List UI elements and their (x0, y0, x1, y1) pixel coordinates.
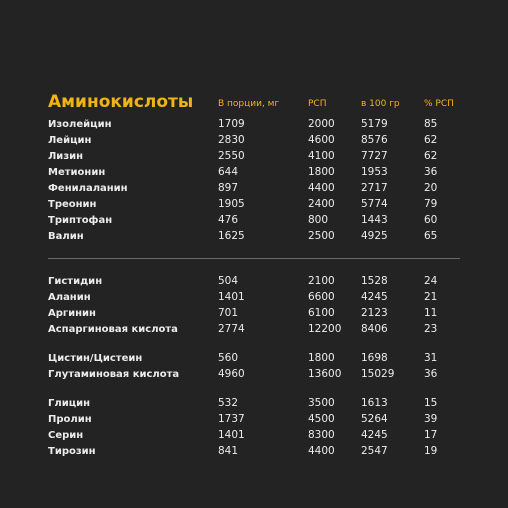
per-serving-mg: 1709 (218, 118, 245, 130)
table-row (48, 150, 460, 166)
rsp-percent: 36 (424, 166, 438, 178)
per-100g-value: 7727 (361, 150, 388, 162)
amino-acid-name: Треонин (48, 199, 97, 210)
amino-acid-name: Лейцин (48, 135, 92, 146)
amino-acid-name: Гистидин (48, 276, 103, 287)
table-row (48, 182, 460, 198)
per-serving-mg: 1737 (218, 413, 245, 425)
table-row (48, 166, 460, 182)
per-100g-value: 5179 (361, 118, 388, 130)
per-100g-value: 1613 (361, 397, 388, 409)
amino-acid-name: Триптофан (48, 215, 113, 226)
column-header-per-100g: в 100 гр (361, 99, 400, 109)
amino-acid-name: Цистин/Цистеин (48, 353, 143, 364)
table-row (48, 134, 460, 150)
amino-acid-name: Пролин (48, 414, 92, 425)
amino-acid-name: Серин (48, 430, 84, 441)
amino-acid-name: Лизин (48, 151, 84, 162)
amino-acid-name: Аргинин (48, 308, 96, 319)
rsp-percent: 24 (424, 275, 438, 287)
amino-acid-name: Тирозин (48, 446, 96, 457)
amino-acid-name: Глутаминовая кислота (48, 369, 180, 380)
rsp-value: 6600 (308, 291, 335, 303)
rsp-value: 2400 (308, 198, 335, 210)
table-row (48, 307, 460, 323)
per-100g-value: 4245 (361, 429, 388, 441)
rsp-percent: 19 (424, 445, 438, 457)
rsp-percent: 60 (424, 214, 438, 226)
rsp-percent: 79 (424, 198, 438, 210)
rsp-value: 2100 (308, 275, 335, 287)
per-100g-value: 1953 (361, 166, 388, 178)
amino-acid-name: Валин (48, 231, 84, 242)
table-row (48, 214, 460, 230)
per-serving-mg: 1905 (218, 198, 245, 210)
rsp-value: 1800 (308, 352, 335, 364)
column-header-rsp-percent: % РСП (424, 99, 454, 109)
per-100g-value: 15029 (361, 368, 395, 380)
table-row (48, 368, 460, 397)
rsp-percent: 21 (424, 291, 438, 303)
rsp-value: 4400 (308, 445, 335, 457)
column-header-per-serving: В порции, мг (218, 99, 280, 109)
rsp-percent: 62 (424, 150, 438, 162)
column-header-rsp: РСП (308, 99, 327, 109)
per-serving-mg: 504 (218, 275, 239, 287)
rsp-value: 8300 (308, 429, 335, 441)
per-serving-mg: 1401 (218, 291, 245, 303)
per-100g-value: 8406 (361, 323, 388, 335)
table-header (48, 78, 460, 112)
amino-acid-name: Метионин (48, 167, 106, 178)
rsp-value: 4100 (308, 150, 335, 162)
per-100g-value: 2547 (361, 445, 388, 457)
rsp-value: 12200 (308, 323, 342, 335)
other-amino-acids-group (48, 275, 460, 461)
per-100g-value: 8576 (361, 134, 388, 146)
table-row (48, 198, 460, 214)
rsp-percent: 62 (424, 134, 438, 146)
rsp-value: 2000 (308, 118, 335, 130)
rsp-value: 2500 (308, 230, 335, 242)
per-100g-value: 4245 (361, 291, 388, 303)
amino-acids-table (48, 78, 460, 461)
per-100g-value: 5264 (361, 413, 388, 425)
per-100g-value: 1528 (361, 275, 388, 287)
table-row (48, 291, 460, 307)
rsp-value: 1800 (308, 166, 335, 178)
per-serving-mg: 1625 (218, 230, 245, 242)
per-100g-value: 1443 (361, 214, 388, 226)
amino-acid-name: Изолейцин (48, 119, 112, 130)
rsp-percent: 36 (424, 368, 438, 380)
table-row (48, 230, 460, 246)
rsp-value: 3500 (308, 397, 335, 409)
table-row (48, 413, 460, 429)
rsp-value: 4500 (308, 413, 335, 425)
table-row (48, 445, 460, 461)
table-row (48, 429, 460, 445)
rsp-percent: 15 (424, 397, 438, 409)
rsp-value: 4600 (308, 134, 335, 146)
rsp-percent: 23 (424, 323, 438, 335)
per-serving-mg: 2774 (218, 323, 245, 335)
amino-acid-name: Фенилаланин (48, 183, 128, 194)
rsp-percent: 11 (424, 307, 438, 319)
rsp-percent: 17 (424, 429, 438, 441)
table-title: Аминокислоты (48, 92, 194, 112)
per-serving-mg: 532 (218, 397, 239, 409)
per-serving-mg: 897 (218, 182, 239, 194)
amino-acid-name: Аланин (48, 292, 91, 303)
per-serving-mg: 841 (218, 445, 239, 457)
table-row (48, 323, 460, 352)
per-serving-mg: 701 (218, 307, 239, 319)
essential-amino-acids-group (48, 118, 460, 246)
per-100g-value: 4925 (361, 230, 388, 242)
per-serving-mg: 2830 (218, 134, 245, 146)
group-divider (48, 258, 460, 259)
per-serving-mg: 1401 (218, 429, 245, 441)
amino-acid-name: Глицин (48, 398, 91, 409)
per-serving-mg: 2550 (218, 150, 245, 162)
rsp-percent: 31 (424, 352, 438, 364)
table-row (48, 118, 460, 134)
per-100g-value: 2123 (361, 307, 388, 319)
per-100g-value: 5774 (361, 198, 388, 210)
rsp-value: 4400 (308, 182, 335, 194)
table-row (48, 397, 460, 413)
rsp-percent: 39 (424, 413, 438, 425)
table-row (48, 275, 460, 291)
per-100g-value: 2717 (361, 182, 388, 194)
per-100g-value: 1698 (361, 352, 388, 364)
rsp-value: 6100 (308, 307, 335, 319)
rsp-percent: 65 (424, 230, 438, 242)
per-serving-mg: 560 (218, 352, 239, 364)
per-serving-mg: 4960 (218, 368, 245, 380)
per-serving-mg: 476 (218, 214, 239, 226)
rsp-value: 13600 (308, 368, 342, 380)
rsp-value: 800 (308, 214, 329, 226)
amino-acid-name: Аспаргиновая кислота (48, 324, 178, 335)
rsp-percent: 85 (424, 118, 438, 130)
table-row (48, 352, 460, 368)
rsp-percent: 20 (424, 182, 438, 194)
per-serving-mg: 644 (218, 166, 239, 178)
